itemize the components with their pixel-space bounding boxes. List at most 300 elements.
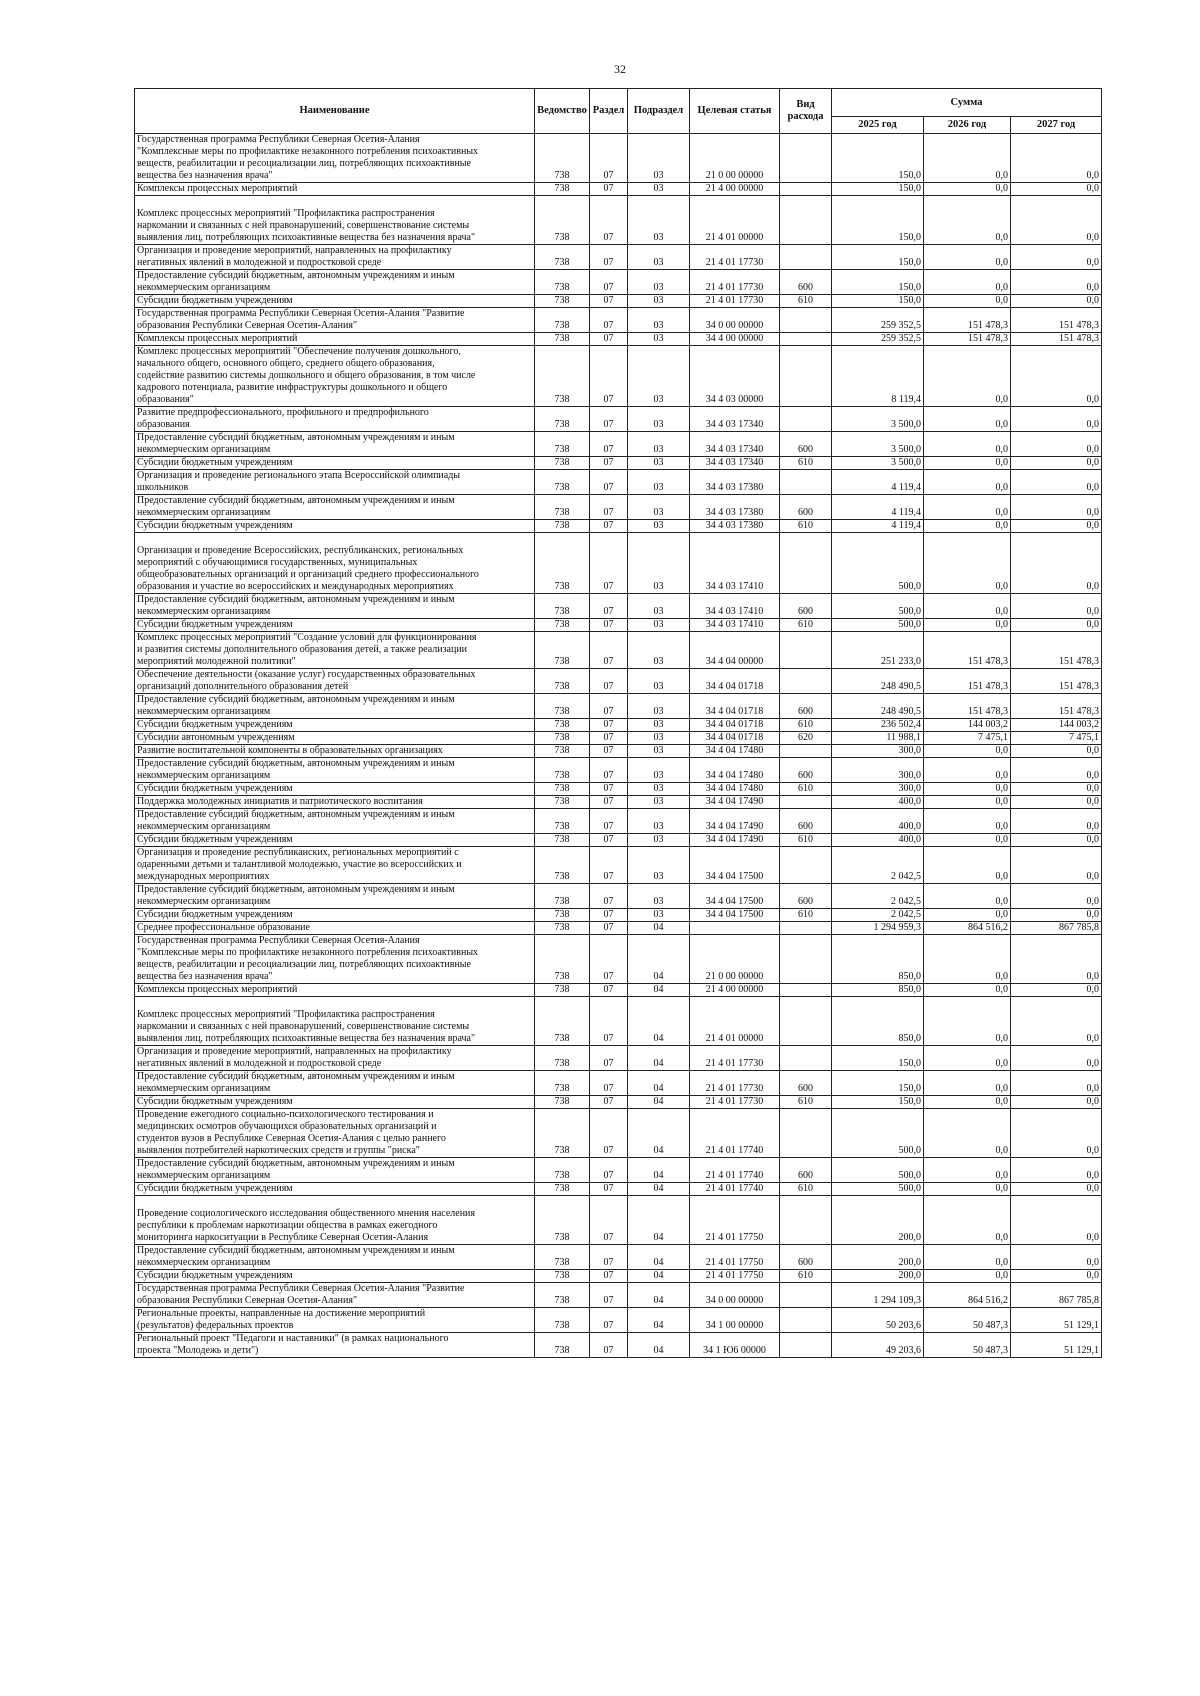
row-subsection: 04 bbox=[628, 997, 690, 1046]
row-section: 07 bbox=[590, 520, 628, 533]
row-sum-2027: 0,0 bbox=[1011, 1270, 1102, 1283]
row-expense-type bbox=[780, 308, 832, 333]
row-sum-2026: 151 478,3 bbox=[924, 669, 1011, 694]
table-row bbox=[135, 432, 1102, 457]
row-sum-2025: 300,0 bbox=[832, 745, 924, 758]
row-sum-2026: 0,0 bbox=[924, 1183, 1011, 1196]
row-subsection: 03 bbox=[628, 470, 690, 495]
row-ministry: 738 bbox=[535, 594, 590, 619]
table-row bbox=[135, 796, 1102, 809]
row-target-item: 34 4 04 17480 bbox=[690, 745, 780, 758]
row-name: Региональный проект "Педагоги и наставники" (в рамках национального проекта "Молодежь и дети") bbox=[135, 1333, 535, 1358]
row-sum-2026: 864 516,2 bbox=[924, 1283, 1011, 1308]
row-subsection: 04 bbox=[628, 1196, 690, 1245]
row-sum-2025: 200,0 bbox=[832, 1270, 924, 1283]
row-sum-2025: 259 352,5 bbox=[832, 333, 924, 346]
row-sum-2025: 500,0 bbox=[832, 1158, 924, 1183]
row-sum-2026: 0,0 bbox=[924, 783, 1011, 796]
row-name: Субсидии автономным учреждениям bbox=[135, 732, 535, 745]
row-section: 07 bbox=[590, 758, 628, 783]
row-expense-type bbox=[780, 669, 832, 694]
row-sum-2025: 150,0 bbox=[832, 134, 924, 183]
row-expense-type: 610 bbox=[780, 1270, 832, 1283]
row-name: Государственная программа Республики Северная Осетия-Алания "Комплексные меры по профилактике незаконного потребления психоактивных веществ, реабилитации и ресоциализации лиц, потребляющих психоактивные вещества без назначения врача" bbox=[135, 935, 535, 984]
table-row bbox=[135, 533, 1102, 594]
row-target-item: 34 4 04 00000 bbox=[690, 632, 780, 669]
table-row bbox=[135, 997, 1102, 1046]
row-subsection: 04 bbox=[628, 1270, 690, 1283]
row-section: 07 bbox=[590, 1270, 628, 1283]
table-row bbox=[135, 457, 1102, 470]
row-sum-2026: 7 475,1 bbox=[924, 732, 1011, 745]
row-sum-2025: 2 042,5 bbox=[832, 884, 924, 909]
row-expense-type: 600 bbox=[780, 270, 832, 295]
row-target-item: 34 4 03 17380 bbox=[690, 470, 780, 495]
row-sum-2025: 3 500,0 bbox=[832, 407, 924, 432]
row-section: 07 bbox=[590, 632, 628, 669]
row-section: 07 bbox=[590, 1308, 628, 1333]
row-sum-2025: 251 233,0 bbox=[832, 632, 924, 669]
row-name: Государственная программа Республики Северная Осетия-Алания "Комплексные меры по профилактике незаконного потребления психоактивных веществ, реабилитации и ресоциализации лиц, потребляющих психоактивные вещества без назначения врача" bbox=[135, 134, 535, 183]
table-row bbox=[135, 270, 1102, 295]
row-ministry: 738 bbox=[535, 719, 590, 732]
row-section: 07 bbox=[590, 407, 628, 432]
row-expense-type: 610 bbox=[780, 909, 832, 922]
row-subsection: 03 bbox=[628, 196, 690, 245]
row-sum-2025: 4 119,4 bbox=[832, 520, 924, 533]
table-row bbox=[135, 834, 1102, 847]
row-sum-2026: 0,0 bbox=[924, 245, 1011, 270]
row-expense-type bbox=[780, 333, 832, 346]
row-sum-2027: 151 478,3 bbox=[1011, 632, 1102, 669]
row-target-item: 21 4 01 17730 bbox=[690, 1071, 780, 1096]
row-sum-2025: 150,0 bbox=[832, 183, 924, 196]
row-name: Субсидии бюджетным учреждениям bbox=[135, 1183, 535, 1196]
row-section: 07 bbox=[590, 796, 628, 809]
row-ministry: 738 bbox=[535, 758, 590, 783]
row-sum-2026: 0,0 bbox=[924, 1270, 1011, 1283]
row-expense-type: 600 bbox=[780, 495, 832, 520]
row-expense-type: 600 bbox=[780, 809, 832, 834]
table-row bbox=[135, 619, 1102, 632]
row-sum-2026: 151 478,3 bbox=[924, 694, 1011, 719]
row-sum-2025: 300,0 bbox=[832, 783, 924, 796]
row-sum-2027: 0,0 bbox=[1011, 847, 1102, 884]
row-subsection: 03 bbox=[628, 809, 690, 834]
row-target-item: 21 4 01 17730 bbox=[690, 295, 780, 308]
row-sum-2027: 0,0 bbox=[1011, 1158, 1102, 1183]
row-sum-2026: 0,0 bbox=[924, 470, 1011, 495]
row-section: 07 bbox=[590, 997, 628, 1046]
row-sum-2026: 0,0 bbox=[924, 884, 1011, 909]
row-sum-2025: 236 502,4 bbox=[832, 719, 924, 732]
row-sum-2026: 0,0 bbox=[924, 984, 1011, 997]
row-target-item: 34 4 03 17380 bbox=[690, 495, 780, 520]
row-name: Субсидии бюджетным учреждениям bbox=[135, 834, 535, 847]
row-target-item: 21 4 01 17750 bbox=[690, 1270, 780, 1283]
table-row bbox=[135, 495, 1102, 520]
row-sum-2027: 0,0 bbox=[1011, 1109, 1102, 1158]
table-row bbox=[135, 470, 1102, 495]
table-row bbox=[135, 694, 1102, 719]
row-sum-2026: 0,0 bbox=[924, 270, 1011, 295]
row-sum-2027: 0,0 bbox=[1011, 295, 1102, 308]
row-ministry: 738 bbox=[535, 1183, 590, 1196]
row-sum-2025: 200,0 bbox=[832, 1245, 924, 1270]
row-ministry: 738 bbox=[535, 1096, 590, 1109]
row-subsection: 03 bbox=[628, 594, 690, 619]
row-subsection: 03 bbox=[628, 796, 690, 809]
row-name: Комплекс процессных мероприятий "Профилактика распространения наркомании и связанных с ней правонарушений, совершенствование системы выявления лиц, потребляющих психоактивные вещества без назначения врача" bbox=[135, 196, 535, 245]
row-sum-2027: 151 478,3 bbox=[1011, 669, 1102, 694]
row-sum-2026: 0,0 bbox=[924, 796, 1011, 809]
table-row bbox=[135, 196, 1102, 245]
row-section: 07 bbox=[590, 245, 628, 270]
row-name: Предоставление субсидий бюджетным, автономным учреждениям и иным некоммерческим организациям bbox=[135, 1158, 535, 1183]
row-expense-type bbox=[780, 196, 832, 245]
row-sum-2025: 400,0 bbox=[832, 809, 924, 834]
row-subsection: 04 bbox=[628, 1333, 690, 1358]
row-sum-2025: 150,0 bbox=[832, 295, 924, 308]
row-subsection: 04 bbox=[628, 935, 690, 984]
row-name: Обеспечение деятельности (оказание услуг) государственных образовательных организаций дополнительного образования детей bbox=[135, 669, 535, 694]
row-sum-2027: 144 003,2 bbox=[1011, 719, 1102, 732]
row-target-item: 34 4 03 17380 bbox=[690, 520, 780, 533]
row-sum-2026: 0,0 bbox=[924, 1046, 1011, 1071]
row-name: Предоставление субсидий бюджетным, автономным учреждениям и иным некоммерческим организациям bbox=[135, 884, 535, 909]
row-name: Комплексы процессных мероприятий bbox=[135, 183, 535, 196]
table-row bbox=[135, 1158, 1102, 1183]
row-name: Предоставление субсидий бюджетным, автономным учреждениям и иным некоммерческим организациям bbox=[135, 1245, 535, 1270]
row-target-item: 34 4 03 17340 bbox=[690, 432, 780, 457]
row-section: 07 bbox=[590, 834, 628, 847]
row-subsection: 04 bbox=[628, 922, 690, 935]
row-sum-2027: 0,0 bbox=[1011, 884, 1102, 909]
row-sum-2025: 150,0 bbox=[832, 1096, 924, 1109]
row-expense-type bbox=[780, 997, 832, 1046]
row-sum-2026: 50 487,3 bbox=[924, 1333, 1011, 1358]
row-sum-2027: 0,0 bbox=[1011, 745, 1102, 758]
row-subsection: 03 bbox=[628, 619, 690, 632]
row-subsection: 03 bbox=[628, 245, 690, 270]
row-section: 07 bbox=[590, 847, 628, 884]
row-sum-2025: 50 203,6 bbox=[832, 1308, 924, 1333]
row-sum-2027: 0,0 bbox=[1011, 997, 1102, 1046]
row-name: Субсидии бюджетным учреждениям bbox=[135, 719, 535, 732]
row-target-item: 34 4 04 01718 bbox=[690, 694, 780, 719]
row-subsection: 03 bbox=[628, 632, 690, 669]
table-row bbox=[135, 732, 1102, 745]
table-row bbox=[135, 719, 1102, 732]
row-ministry: 738 bbox=[535, 694, 590, 719]
row-subsection: 03 bbox=[628, 669, 690, 694]
row-target-item: 34 4 04 17500 bbox=[690, 847, 780, 884]
row-expense-type: 610 bbox=[780, 295, 832, 308]
row-section: 07 bbox=[590, 984, 628, 997]
table-row bbox=[135, 669, 1102, 694]
row-target-item: 21 0 00 00000 bbox=[690, 134, 780, 183]
row-sum-2025: 4 119,4 bbox=[832, 470, 924, 495]
row-target-item: 34 4 03 17410 bbox=[690, 594, 780, 619]
row-name: Среднее профессиональное образование bbox=[135, 922, 535, 935]
row-name: Субсидии бюджетным учреждениям bbox=[135, 1096, 535, 1109]
row-sum-2026: 0,0 bbox=[924, 346, 1011, 407]
row-ministry: 738 bbox=[535, 884, 590, 909]
row-sum-2027: 0,0 bbox=[1011, 984, 1102, 997]
row-subsection: 03 bbox=[628, 732, 690, 745]
row-sum-2025: 248 490,5 bbox=[832, 694, 924, 719]
row-expense-type: 610 bbox=[780, 520, 832, 533]
row-name: Государственная программа Республики Северная Осетия-Алания "Развитие образования Республики Северная Осетия-Алания" bbox=[135, 1283, 535, 1308]
row-section: 07 bbox=[590, 745, 628, 758]
row-expense-type bbox=[780, 796, 832, 809]
row-sum-2027: 0,0 bbox=[1011, 457, 1102, 470]
row-target-item: 34 4 04 01718 bbox=[690, 732, 780, 745]
row-section: 07 bbox=[590, 732, 628, 745]
row-expense-type: 600 bbox=[780, 432, 832, 457]
row-sum-2026: 0,0 bbox=[924, 745, 1011, 758]
row-sum-2025: 150,0 bbox=[832, 1046, 924, 1071]
row-name: Субсидии бюджетным учреждениям bbox=[135, 1270, 535, 1283]
row-target-item: 34 4 03 17410 bbox=[690, 619, 780, 632]
row-expense-type: 600 bbox=[780, 884, 832, 909]
row-sum-2026: 0,0 bbox=[924, 997, 1011, 1046]
row-target-item: 21 4 01 17750 bbox=[690, 1196, 780, 1245]
row-sum-2026: 0,0 bbox=[924, 196, 1011, 245]
row-sum-2026: 0,0 bbox=[924, 183, 1011, 196]
row-ministry: 738 bbox=[535, 1046, 590, 1071]
row-section: 07 bbox=[590, 594, 628, 619]
row-subsection: 04 bbox=[628, 1283, 690, 1308]
row-sum-2027: 0,0 bbox=[1011, 1196, 1102, 1245]
row-section: 07 bbox=[590, 694, 628, 719]
row-name: Предоставление субсидий бюджетным, автономным учреждениям и иным некоммерческим организациям bbox=[135, 809, 535, 834]
row-target-item: 34 4 03 00000 bbox=[690, 346, 780, 407]
row-name: Комплексы процессных мероприятий bbox=[135, 984, 535, 997]
row-name: Проведение социологического исследования общественного мнения населения республики к проблемам наркотизации общества в рамках ежегодного мониторинга наркоситуации в Республике Северная Осетия-Алания bbox=[135, 1196, 535, 1245]
row-sum-2027: 0,0 bbox=[1011, 796, 1102, 809]
row-sum-2025: 150,0 bbox=[832, 196, 924, 245]
row-subsection: 04 bbox=[628, 1308, 690, 1333]
row-target-item: 21 4 01 17730 bbox=[690, 270, 780, 295]
row-name: Субсидии бюджетным учреждениям bbox=[135, 457, 535, 470]
row-section: 07 bbox=[590, 470, 628, 495]
row-name: Субсидии бюджетным учреждениям bbox=[135, 909, 535, 922]
row-sum-2026: 0,0 bbox=[924, 520, 1011, 533]
table-row bbox=[135, 984, 1102, 997]
row-section: 07 bbox=[590, 533, 628, 594]
table-row bbox=[135, 1333, 1102, 1358]
row-section: 07 bbox=[590, 346, 628, 407]
table-row bbox=[135, 1046, 1102, 1071]
row-subsection: 03 bbox=[628, 432, 690, 457]
row-subsection: 04 bbox=[628, 984, 690, 997]
table-row bbox=[135, 1245, 1102, 1270]
row-sum-2026: 0,0 bbox=[924, 407, 1011, 432]
table-row bbox=[135, 333, 1102, 346]
row-name: Организация и проведение Всероссийских, республиканских, региональных мероприятий с обучающимися государственных, муниципальных общеобразовательных организаций и организаций среднего профессионального образования и участие во всероссийских и международных мероприятиях bbox=[135, 533, 535, 594]
row-sum-2025: 850,0 bbox=[832, 997, 924, 1046]
row-expense-type: 610 bbox=[780, 1096, 832, 1109]
row-sum-2027: 0,0 bbox=[1011, 1071, 1102, 1096]
row-sum-2027: 0,0 bbox=[1011, 594, 1102, 619]
row-ministry: 738 bbox=[535, 809, 590, 834]
row-target-item: 34 4 04 01718 bbox=[690, 669, 780, 694]
row-section: 07 bbox=[590, 196, 628, 245]
row-section: 07 bbox=[590, 783, 628, 796]
row-sum-2026: 0,0 bbox=[924, 809, 1011, 834]
row-ministry: 738 bbox=[535, 922, 590, 935]
row-sum-2026: 0,0 bbox=[924, 457, 1011, 470]
row-sum-2025: 200,0 bbox=[832, 1196, 924, 1245]
row-sum-2025: 400,0 bbox=[832, 834, 924, 847]
table-row bbox=[135, 1308, 1102, 1333]
row-subsection: 03 bbox=[628, 308, 690, 333]
row-section: 07 bbox=[590, 1096, 628, 1109]
row-sum-2027: 0,0 bbox=[1011, 270, 1102, 295]
row-sum-2027: 151 478,3 bbox=[1011, 308, 1102, 333]
row-sum-2025: 500,0 bbox=[832, 594, 924, 619]
row-sum-2027: 0,0 bbox=[1011, 196, 1102, 245]
row-target-item: 34 4 00 00000 bbox=[690, 333, 780, 346]
table-row bbox=[135, 1071, 1102, 1096]
row-sum-2027: 0,0 bbox=[1011, 520, 1102, 533]
row-subsection: 03 bbox=[628, 270, 690, 295]
row-ministry: 738 bbox=[535, 457, 590, 470]
row-name: Субсидии бюджетным учреждениям bbox=[135, 295, 535, 308]
row-expense-type: 610 bbox=[780, 457, 832, 470]
row-sum-2025: 150,0 bbox=[832, 1071, 924, 1096]
page-number: 32 bbox=[614, 62, 626, 76]
row-expense-type bbox=[780, 1283, 832, 1308]
header-ministry: Ведомство bbox=[535, 89, 590, 134]
row-name: Проведение ежегодного социально-психологического тестирования и медицинских осмотров обучающихся образовательных организаций и студентов вузов в Республике Северная Осетия-Алания с целью раннего выявления потребителей наркотических средств и группы "риска" bbox=[135, 1109, 535, 1158]
row-sum-2025: 248 490,5 bbox=[832, 669, 924, 694]
header-expense-type: Вид расхода bbox=[780, 89, 832, 134]
row-sum-2026: 0,0 bbox=[924, 1245, 1011, 1270]
row-name: Комплекс процессных мероприятий "Обеспечение получения дошкольного, начального общего, основного общего, среднего общего образования, содействие развитию системы дошкольного и общего образования, в том числе кадрового потенциала, развитие инфраструктуры дошкольного и общего образования" bbox=[135, 346, 535, 407]
row-sum-2026: 144 003,2 bbox=[924, 719, 1011, 732]
row-name: Организация и проведение регионального этапа Всероссийской олимпиады школьников bbox=[135, 470, 535, 495]
row-sum-2025: 2 042,5 bbox=[832, 847, 924, 884]
header-year-2027: 2027 год bbox=[1011, 117, 1102, 134]
header-sum: Сумма bbox=[832, 89, 1102, 117]
row-sum-2027: 0,0 bbox=[1011, 809, 1102, 834]
row-sum-2026: 0,0 bbox=[924, 1196, 1011, 1245]
row-sum-2025: 8 119,4 bbox=[832, 346, 924, 407]
row-expense-type bbox=[780, 847, 832, 884]
row-section: 07 bbox=[590, 809, 628, 834]
row-expense-type: 610 bbox=[780, 619, 832, 632]
row-sum-2025: 400,0 bbox=[832, 796, 924, 809]
row-sum-2026: 0,0 bbox=[924, 295, 1011, 308]
row-target-item: 34 4 04 17500 bbox=[690, 884, 780, 909]
row-ministry: 738 bbox=[535, 1283, 590, 1308]
table-body bbox=[135, 134, 1102, 1358]
row-subsection: 03 bbox=[628, 333, 690, 346]
row-subsection: 03 bbox=[628, 346, 690, 407]
row-section: 07 bbox=[590, 1046, 628, 1071]
row-target-item: 34 4 03 17340 bbox=[690, 457, 780, 470]
row-sum-2025: 500,0 bbox=[832, 619, 924, 632]
row-sum-2027: 0,0 bbox=[1011, 1245, 1102, 1270]
row-subsection: 03 bbox=[628, 834, 690, 847]
table-row bbox=[135, 308, 1102, 333]
row-sum-2026: 0,0 bbox=[924, 847, 1011, 884]
row-target-item: 21 4 01 17740 bbox=[690, 1109, 780, 1158]
row-sum-2027: 51 129,1 bbox=[1011, 1308, 1102, 1333]
row-ministry: 738 bbox=[535, 333, 590, 346]
row-sum-2025: 1 294 109,3 bbox=[832, 1283, 924, 1308]
row-section: 07 bbox=[590, 134, 628, 183]
row-ministry: 738 bbox=[535, 1196, 590, 1245]
row-sum-2025: 259 352,5 bbox=[832, 308, 924, 333]
row-name: Предоставление субсидий бюджетным, автономным учреждениям и иным некоммерческим организациям bbox=[135, 1071, 535, 1096]
row-expense-type bbox=[780, 245, 832, 270]
row-section: 07 bbox=[590, 1245, 628, 1270]
row-sum-2026: 0,0 bbox=[924, 1109, 1011, 1158]
row-subsection: 04 bbox=[628, 1245, 690, 1270]
row-name: Государственная программа Республики Северная Осетия-Алания "Развитие образования Республики Северная Осетия-Алания" bbox=[135, 308, 535, 333]
row-target-item: 34 4 04 17490 bbox=[690, 796, 780, 809]
row-target-item: 34 0 00 00000 bbox=[690, 308, 780, 333]
row-section: 07 bbox=[590, 1183, 628, 1196]
row-sum-2025: 3 500,0 bbox=[832, 432, 924, 457]
row-target-item: 34 4 04 17480 bbox=[690, 783, 780, 796]
row-ministry: 738 bbox=[535, 308, 590, 333]
row-sum-2025: 1 294 959,3 bbox=[832, 922, 924, 935]
row-target-item: 21 4 01 00000 bbox=[690, 997, 780, 1046]
row-ministry: 738 bbox=[535, 997, 590, 1046]
row-ministry: 738 bbox=[535, 346, 590, 407]
row-sum-2025: 500,0 bbox=[832, 1183, 924, 1196]
row-sum-2027: 0,0 bbox=[1011, 245, 1102, 270]
row-ministry: 738 bbox=[535, 834, 590, 847]
row-name: Организация и проведение мероприятий, направленных на профилактику негативных явлений в молодежной и подростковой среде bbox=[135, 1046, 535, 1071]
row-section: 07 bbox=[590, 669, 628, 694]
row-name: Предоставление субсидий бюджетным, автономным учреждениям и иным некоммерческим организациям bbox=[135, 594, 535, 619]
row-section: 07 bbox=[590, 1158, 628, 1183]
row-ministry: 738 bbox=[535, 1158, 590, 1183]
row-section: 07 bbox=[590, 1196, 628, 1245]
row-sum-2025: 500,0 bbox=[832, 533, 924, 594]
row-sum-2026: 151 478,3 bbox=[924, 308, 1011, 333]
table-row bbox=[135, 1096, 1102, 1109]
header-subsection: Подраздел bbox=[628, 89, 690, 134]
row-subsection: 03 bbox=[628, 758, 690, 783]
row-sum-2027: 0,0 bbox=[1011, 783, 1102, 796]
row-section: 07 bbox=[590, 333, 628, 346]
row-sum-2025: 500,0 bbox=[832, 1109, 924, 1158]
row-expense-type bbox=[780, 922, 832, 935]
row-target-item: 21 4 00 00000 bbox=[690, 183, 780, 196]
row-expense-type bbox=[780, 1333, 832, 1358]
row-target-item: 34 4 04 17480 bbox=[690, 758, 780, 783]
row-target-item: 21 4 01 17740 bbox=[690, 1158, 780, 1183]
row-sum-2027: 0,0 bbox=[1011, 183, 1102, 196]
row-sum-2026: 0,0 bbox=[924, 134, 1011, 183]
row-sum-2026: 50 487,3 bbox=[924, 1308, 1011, 1333]
row-ministry: 738 bbox=[535, 183, 590, 196]
row-ministry: 738 bbox=[535, 796, 590, 809]
row-ministry: 738 bbox=[535, 470, 590, 495]
row-ministry: 738 bbox=[535, 1333, 590, 1358]
row-expense-type bbox=[780, 183, 832, 196]
row-expense-type: 610 bbox=[780, 783, 832, 796]
row-name: Субсидии бюджетным учреждениям bbox=[135, 520, 535, 533]
row-sum-2026: 0,0 bbox=[924, 619, 1011, 632]
row-ministry: 738 bbox=[535, 1245, 590, 1270]
